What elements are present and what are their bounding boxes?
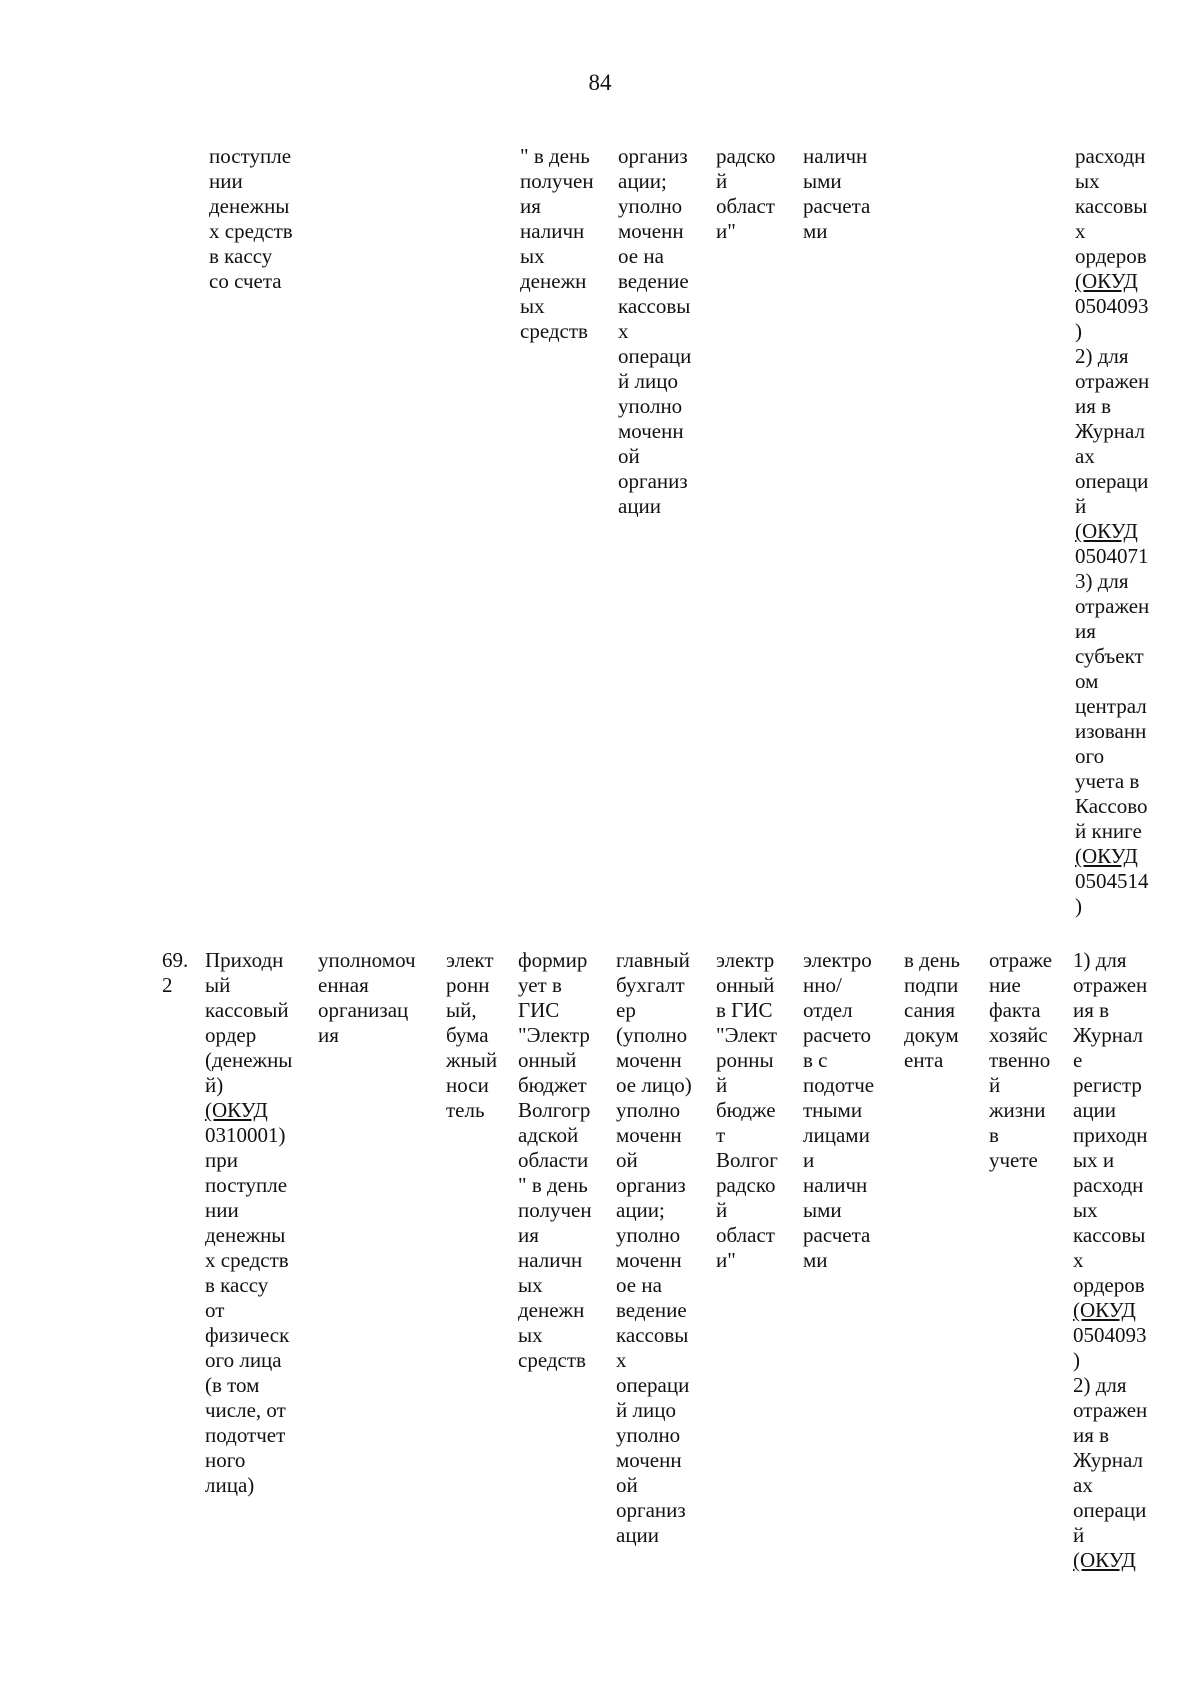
cell-text-line: наличн xyxy=(803,1173,868,1197)
cell-text-line: уполно xyxy=(616,1098,681,1122)
cell-text-line: в кассу xyxy=(209,244,273,268)
cell-text-line: Волгогр xyxy=(518,1098,591,1122)
cell-text-line: Журнал xyxy=(1073,1023,1144,1047)
cell-text-line: ых xyxy=(520,294,545,318)
cell-text-line: ых xyxy=(1075,169,1100,193)
cell-text-line: средств xyxy=(518,1348,586,1372)
cell-text-line: числе, от xyxy=(205,1398,286,1422)
cell-text-line: ого xyxy=(1075,744,1105,768)
cell-text-line: ой xyxy=(618,444,640,468)
cell-text-line: нии xyxy=(205,1198,239,1222)
cell-text-line: " в день xyxy=(520,144,590,168)
cell-text-line: кассовы xyxy=(1075,194,1148,218)
cell-text-line: ации xyxy=(1073,1098,1117,1122)
cell-text-line: ведение xyxy=(618,269,689,293)
cell-text-line: ми xyxy=(803,219,828,243)
cell-text-line: (уполно xyxy=(616,1023,688,1047)
cell-text-line: моченн xyxy=(618,419,684,443)
cell-text-line: жный xyxy=(446,1048,498,1072)
cell-text-line: отражен xyxy=(1073,973,1148,997)
cell-text-line: централ xyxy=(1075,694,1147,718)
cell-text-line: операци xyxy=(618,344,692,368)
cell-text-line: х xyxy=(1075,219,1086,243)
cell-text-line: расчета xyxy=(803,1223,871,1247)
cell-text-line: отраже xyxy=(989,948,1053,972)
cell-text-line: уполно xyxy=(616,1423,681,1447)
cell-text-line: ует в xyxy=(518,973,562,997)
page-number: 84 xyxy=(588,70,612,95)
fact-reflection-cell xyxy=(989,948,1052,1173)
cell-text-line: от xyxy=(205,1298,225,1322)
cell-text-line: (ОКУД xyxy=(1075,844,1138,868)
cell-text-line: 2) для xyxy=(1075,344,1129,368)
cell-text-line: организац xyxy=(318,998,409,1022)
cell-text-line: уполно xyxy=(618,194,683,218)
cell-text-line: ых xyxy=(1073,1198,1098,1222)
cell-text-line: ордеров xyxy=(1075,244,1147,268)
cell-text-line: й xyxy=(1073,1523,1085,1547)
cell-text-line: в кассу xyxy=(205,1273,269,1297)
cell-text-line: денежн xyxy=(518,1298,585,1322)
cell-text-line: ый, xyxy=(446,998,477,1022)
cell-text-line: радско xyxy=(716,1173,776,1197)
cell-text-line: ах xyxy=(1075,444,1095,468)
cell-text-line: й xyxy=(716,1073,728,1097)
cell-text-line: ронн xyxy=(446,973,490,997)
cell-text-line: х средств xyxy=(209,219,293,243)
cell-text-line: ое лицо) xyxy=(616,1073,692,1097)
cell-text-line: "Элект xyxy=(716,1023,778,1047)
cell-text-line: лица) xyxy=(205,1473,255,1497)
cell-text-line: ного xyxy=(205,1448,246,1472)
cell-text-line: со счета xyxy=(209,269,282,293)
cell-text-line: ронны xyxy=(716,1048,774,1072)
cell-text-line: в с xyxy=(803,1048,828,1072)
cell-text-line: " в день xyxy=(518,1173,588,1197)
cell-text-line: организ xyxy=(616,1498,686,1522)
signer-cell xyxy=(616,948,692,1548)
cell-text-line: й лицо xyxy=(618,369,678,393)
cell-text-line: х средств xyxy=(205,1248,289,1272)
cell-text-line: лицами xyxy=(803,1123,870,1147)
cell-text-line: й лицо xyxy=(616,1398,676,1422)
cell-text-line: ации; xyxy=(616,1198,665,1222)
cont-check-cell xyxy=(803,144,870,244)
cell-text-line: расходн xyxy=(1075,144,1146,168)
cell-text-line: й xyxy=(989,1073,1001,1097)
cell-text-line: денежны xyxy=(209,194,290,218)
cell-text-line: ации xyxy=(616,1523,660,1547)
cell-text-line: х xyxy=(618,319,629,343)
cell-text-line: в день xyxy=(904,948,960,972)
cell-text-line: ия в xyxy=(1073,998,1110,1022)
cell-text-line: (ОКУД xyxy=(1073,1548,1136,1572)
cell-text-line: ых xyxy=(518,1273,543,1297)
cell-text-line: й xyxy=(716,1198,728,1222)
cell-text-line: Приходн xyxy=(205,948,284,972)
cell-text-line: т xyxy=(716,1123,726,1147)
cell-text-line: 2) для xyxy=(1073,1373,1127,1397)
cell-text-line: подотчет xyxy=(205,1423,286,1447)
cell-text-line: ми xyxy=(803,1248,828,1272)
cell-text-line: отражен xyxy=(1075,369,1150,393)
cell-text-line: й) xyxy=(205,1073,224,1097)
cell-text-line: (ОКУД xyxy=(205,1098,268,1122)
cell-text-line: моченн xyxy=(616,1248,682,1272)
cell-text-line: (ОКУД xyxy=(1075,519,1138,543)
cell-text-line: наличн xyxy=(520,219,585,243)
cell-text-line: е xyxy=(1073,1048,1083,1072)
cell-text-line: жизни xyxy=(989,1098,1046,1122)
cell-text-line: операци xyxy=(1073,1498,1147,1522)
cell-text-line: ых xyxy=(518,1323,543,1347)
recipient-cell xyxy=(803,948,874,1273)
cell-text-line: х xyxy=(616,1348,627,1372)
cell-text-line: ации; xyxy=(618,169,667,193)
cell-text-line: (денежны xyxy=(205,1048,293,1072)
cell-text-line: поступле xyxy=(205,1173,288,1197)
cell-text-line: твенно xyxy=(989,1048,1051,1072)
cell-text-line: ах xyxy=(1073,1473,1093,1497)
deadline-cell xyxy=(904,948,960,1073)
cell-text-line: 1) для xyxy=(1073,948,1127,972)
cell-text-line: радско xyxy=(716,144,776,168)
cell-text-line: организ xyxy=(618,469,688,493)
cell-text-line: формир xyxy=(518,948,588,972)
cell-text-line: средств xyxy=(520,319,588,343)
cell-text-line: поступле xyxy=(209,144,292,168)
cell-text-line: денежн xyxy=(520,269,587,293)
cell-text-line: ых и xyxy=(1073,1148,1115,1172)
cell-text-line: факта xyxy=(989,998,1041,1022)
row-number-cell xyxy=(162,948,188,998)
cell-text-line: расчето xyxy=(803,1023,872,1047)
cell-text-line: операци xyxy=(1075,469,1149,493)
cell-text-line: операци xyxy=(616,1373,690,1397)
cell-text-line: област xyxy=(716,194,775,218)
cell-text-line: главный xyxy=(616,948,690,972)
cell-text-line: субъект xyxy=(1075,644,1144,668)
cell-text-line: 0504093 xyxy=(1075,294,1149,318)
cell-text-line: электро xyxy=(803,948,872,972)
cell-text-line: ом xyxy=(1075,669,1099,693)
cell-text-line: й книге xyxy=(1075,819,1142,843)
cell-text-line: докум xyxy=(904,1023,959,1047)
register-cell xyxy=(1073,948,1148,1573)
cell-text-line: подотче xyxy=(803,1073,875,1097)
cell-text-line: отражен xyxy=(1075,594,1150,618)
cell-text-line: Журнал xyxy=(1075,419,1146,443)
cell-text-line: области xyxy=(518,1148,589,1172)
cell-text-line: ия xyxy=(1075,619,1096,643)
cell-text-line: ой xyxy=(616,1148,638,1172)
cell-text-line: ия xyxy=(318,1023,339,1047)
formation-cell xyxy=(518,948,592,1373)
cell-text-line: получен xyxy=(520,169,594,193)
cell-text-line: подпи xyxy=(904,973,959,997)
cell-text-line: (ОКУД xyxy=(1075,269,1138,293)
document-name-cell xyxy=(205,948,292,1498)
cell-text-line: электр xyxy=(716,948,775,972)
cell-text-line: бюдже xyxy=(716,1098,776,1122)
cell-text-line: тель xyxy=(446,1098,485,1122)
cell-text-line: 0504093 xyxy=(1073,1323,1147,1347)
cell-text-line: изованн xyxy=(1075,719,1147,743)
cell-text-line: ордер xyxy=(205,1023,257,1047)
cell-text-line: учета в xyxy=(1075,769,1140,793)
cell-text-line: ой xyxy=(616,1473,638,1497)
cell-text-line: и" xyxy=(716,219,736,243)
cell-text-line: ГИС xyxy=(518,998,560,1022)
cell-text-line: денежны xyxy=(205,1223,286,1247)
cell-text-line: наличн xyxy=(518,1248,583,1272)
cell-text-line: нии xyxy=(209,169,243,193)
cell-text-line: ия в xyxy=(1075,394,1112,418)
cont-resp-cell xyxy=(618,144,691,519)
cell-text-line: Журнал xyxy=(1073,1448,1144,1472)
cell-text-line: 0504514 xyxy=(1075,869,1149,893)
cell-text-line: ыми xyxy=(803,169,842,193)
cell-text-line: регистр xyxy=(1073,1073,1142,1097)
cell-text-line: и" xyxy=(716,1248,736,1272)
cell-text-line: кассовы xyxy=(618,294,691,318)
cell-text-line: й xyxy=(716,169,728,193)
cell-text-line: онный xyxy=(518,1048,577,1072)
cell-text-line: ыми xyxy=(803,1198,842,1222)
cell-text-line: моченн xyxy=(618,219,684,243)
cell-text-line: ) xyxy=(1073,1348,1080,1372)
cell-text-line: бюджет xyxy=(518,1073,587,1097)
cell-text-line: отдел xyxy=(803,998,853,1022)
cell-text-line: 69. xyxy=(162,948,189,972)
cell-text-line: 0310001) xyxy=(205,1123,286,1147)
cell-text-line: учете xyxy=(989,1148,1038,1172)
cell-text-line: и xyxy=(803,1148,815,1172)
cell-text-line: ое на xyxy=(618,244,664,268)
cell-text-line: ер xyxy=(616,998,636,1022)
cell-text-line: в ГИС xyxy=(716,998,773,1022)
cell-text-line: ние xyxy=(989,973,1021,997)
cell-text-line: ия xyxy=(518,1223,539,1247)
cell-text-line: (ОКУД xyxy=(1073,1298,1136,1322)
cell-text-line: (в том xyxy=(205,1373,260,1397)
cell-text-line: моченн xyxy=(616,1123,682,1147)
cont-doc-cell xyxy=(209,144,293,294)
cell-text-line: отражен xyxy=(1073,1398,1148,1422)
cell-text-line: онный xyxy=(716,973,775,997)
cell-text-line: кассовый xyxy=(205,998,289,1022)
cell-text-line: ордеров xyxy=(1073,1273,1145,1297)
cell-text-line: ведение xyxy=(616,1298,687,1322)
cell-text-line: в xyxy=(989,1123,999,1147)
cell-text-line: ) xyxy=(1075,319,1082,343)
cell-text-line: организ xyxy=(616,1173,686,1197)
storage-place-cell xyxy=(716,948,778,1273)
cell-text-line: сания xyxy=(904,998,956,1022)
cell-text-line: ации xyxy=(618,494,662,518)
cell-text-line: х xyxy=(1073,1248,1084,1272)
cell-text-line: енная xyxy=(318,973,369,997)
cell-text-line: расходн xyxy=(1073,1173,1144,1197)
cell-text-line: 3) для xyxy=(1075,569,1129,593)
cell-text-line: уполно xyxy=(618,394,683,418)
cell-text-line: носи xyxy=(446,1073,489,1097)
cell-text-line: ый xyxy=(205,973,231,997)
cell-text-line: уполно xyxy=(616,1223,681,1247)
cont-form-cell xyxy=(520,144,594,344)
cont-place-cell xyxy=(716,144,775,244)
cell-text-line: ия xyxy=(520,194,541,218)
cell-text-line: ента xyxy=(904,1048,944,1072)
cell-text-line: Кассово xyxy=(1075,794,1148,818)
cell-text-line: ых xyxy=(520,244,545,268)
responsible-org-cell xyxy=(318,948,416,1048)
cell-text-line: наличн xyxy=(803,144,868,168)
cell-text-line: организ xyxy=(618,144,688,168)
cell-text-line: ) xyxy=(1075,894,1082,918)
cell-text-line: элект xyxy=(446,948,494,972)
cell-text-line: тными xyxy=(803,1098,863,1122)
cell-text-line: при xyxy=(205,1148,238,1172)
cell-text-line: област xyxy=(716,1223,775,1247)
cell-text-line: кассовы xyxy=(1073,1223,1146,1247)
cell-text-line: нно/ xyxy=(803,973,842,997)
cell-text-line: расчета xyxy=(803,194,871,218)
cell-text-line: физическ xyxy=(205,1323,290,1347)
cell-text-line: бума xyxy=(446,1023,489,1047)
cell-text-line: 2 xyxy=(162,973,173,997)
cell-text-line: получен xyxy=(518,1198,592,1222)
cell-text-line: хозяйс xyxy=(989,1023,1048,1047)
cell-text-line: моченн xyxy=(616,1048,682,1072)
cell-text-line: Волгог xyxy=(716,1148,778,1172)
cell-text-line: й xyxy=(1075,494,1087,518)
cell-text-line: адской xyxy=(518,1123,579,1147)
cell-text-line: ого лица xyxy=(205,1348,282,1372)
cell-text-line: 0504071 xyxy=(1075,544,1149,568)
cont-register-cell xyxy=(1075,144,1149,919)
cell-text-line: бухгалт xyxy=(616,973,685,997)
cell-text-line: кассовы xyxy=(616,1323,689,1347)
cell-text-line: ия в xyxy=(1073,1423,1110,1447)
cell-text-line: ое на xyxy=(616,1273,662,1297)
media-type-cell xyxy=(446,948,497,1123)
cell-text-line: приходн xyxy=(1073,1123,1148,1147)
cell-text-line: уполномоч xyxy=(318,948,416,972)
cell-text-line: моченн xyxy=(616,1448,682,1472)
cell-text-line: "Электр xyxy=(518,1023,590,1047)
